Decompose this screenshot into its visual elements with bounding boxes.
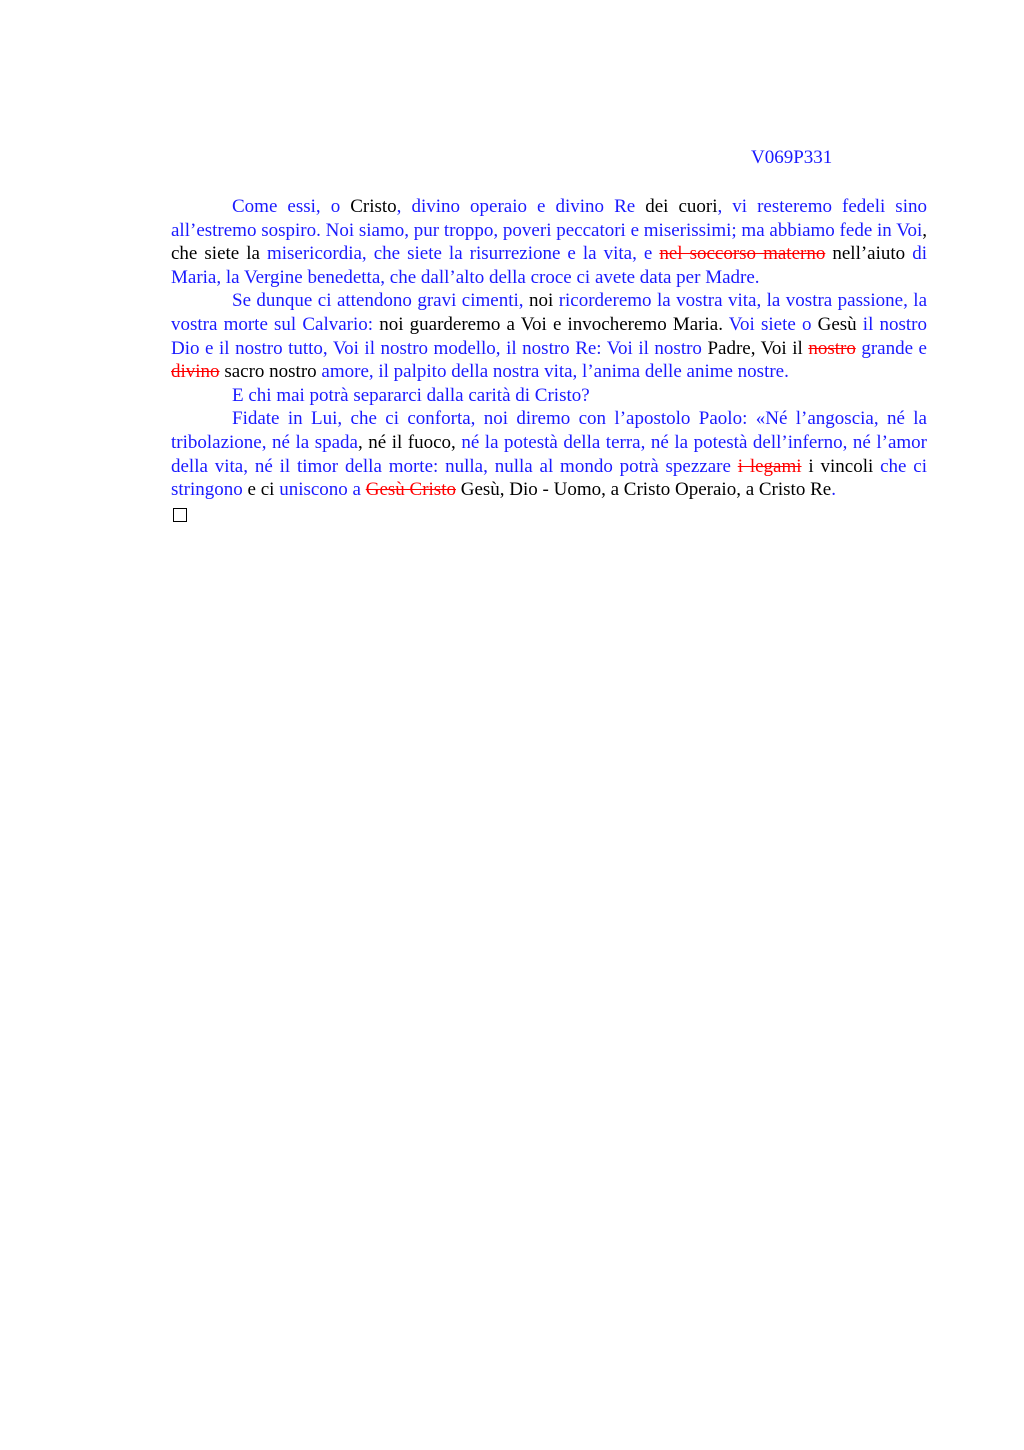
text-segment: dei cuori	[645, 196, 718, 217]
paragraph-1	[171, 195, 927, 289]
text-segment: misericordia, che siete la risurrezione e la vita, e	[266, 243, 660, 265]
text-segment: nell’aiuto	[825, 243, 913, 265]
text-segment: Gesù	[817, 313, 863, 335]
text-segment: E chi mai potrà separarci dalla carità di Cristo?	[232, 384, 590, 406]
text-segment: .	[831, 479, 836, 501]
text-segment: ricorderemo la vostra vita, la vostra passione, la vostra morte sul Calvario:	[171, 290, 928, 335]
text-segment: sacro nostro	[219, 361, 322, 383]
text-segment: Fidate in Lui, che ci conforta, noi diremo con l’apostolo Paolo: «Né l’angoscia, né la tribolazione, né la spada	[171, 408, 927, 453]
text-segment: il nostro Dio e il nostro tutto, Voi il nostro modello, il nostro Re: Voi il nostro	[171, 313, 927, 359]
page-reference: V069P331	[751, 147, 833, 168]
text-segment: che ci stringono	[171, 455, 927, 501]
text-segment: Gesù, Dio - Uomo, a Cristo Operaio, a Cristo Re	[455, 479, 832, 501]
paragraph-3	[171, 384, 927, 408]
deleted-text: i legami	[737, 455, 802, 477]
deleted-text: nel soccorso materno	[659, 243, 826, 265]
text-segment: , divino operaio e divino Re	[396, 196, 646, 217]
text-segment: , vi resteremo fedeli sino all’estremo sospiro. Noi siamo, pur troppo, poveri peccatori e miserissimi; ma abbiamo fede in Voi	[171, 196, 927, 241]
text-segment: Cristo	[350, 196, 397, 217]
text-segment: di Maria, la Vergine benedetta, che dall’alto della croce ci avete data per Madre.	[171, 243, 927, 288]
paragraph-2	[171, 289, 927, 383]
text-segment: Come essi, o	[232, 196, 351, 217]
document-body	[171, 195, 927, 522]
text-segment: i vincoli	[801, 455, 881, 477]
text-segment: né la potestà della terra, né la potestà dell’inferno, né l’amor della vita, né il timor della morte: nulla, nulla al mondo potrà spezzare	[171, 431, 927, 477]
text-segment: , né il fuoco,	[357, 431, 462, 453]
text-segment: amore, il palpito della nostra vita, l’anima delle anime nostre.	[321, 361, 789, 383]
deleted-text: divino	[171, 361, 220, 383]
text-segment: noi	[528, 290, 559, 312]
text-segment: grande e	[855, 337, 927, 359]
end-of-document-box-icon	[173, 508, 187, 522]
text-segment: , che siete la	[171, 219, 927, 265]
deleted-text: Gesù Cristo	[365, 479, 456, 501]
text-segment: e ci	[247, 479, 280, 501]
text-segment: Voi siete o	[728, 313, 818, 335]
deleted-text: nostro	[808, 337, 856, 359]
paragraph-4	[171, 407, 927, 501]
text-segment: uniscono a	[279, 479, 366, 501]
text-segment: Se dunque ci attendono gravi cimenti,	[232, 290, 529, 312]
text-segment: Padre, Voi il	[707, 337, 809, 359]
text-segment: noi guarderemo a Voi e invocheremo Maria.	[379, 313, 729, 335]
